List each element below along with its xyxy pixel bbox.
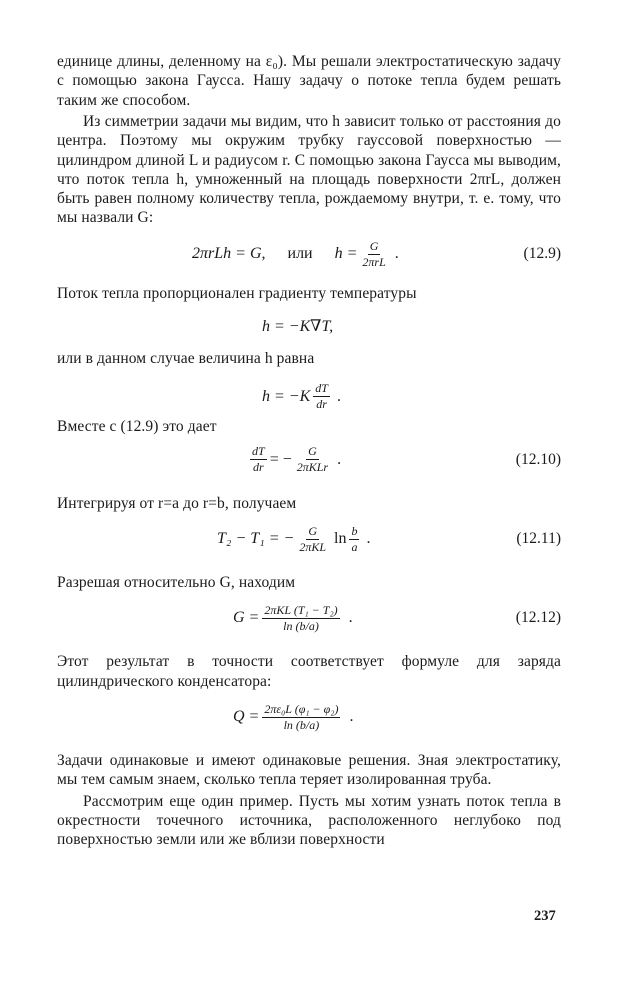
eq-q-tail: .	[349, 708, 354, 726]
paragraph-3: Поток тепла пропорционален градиенту температуры	[57, 285, 417, 302]
eq-12-11-number: (12.11)	[516, 530, 561, 548]
paragraph-10: Рассмотрим еще один пример. Пусть мы хотим узнать поток тепла в окрестности точечного источника, расположенного неглубоко под поверхностью земли или же вблизи поверхности	[57, 792, 561, 849]
eq-12-11-denominator: 2πKL	[299, 539, 327, 554]
eq-12-11-fraction	[297, 525, 328, 554]
eq-q-denominator: ln (b/a)	[283, 717, 320, 732]
eq-12-9-h: h =	[334, 245, 358, 262]
eq-q-numerator: 2πε₀L (φ₁ − φ₂)	[264, 701, 339, 716]
eq-12-11-tail: .	[366, 530, 371, 548]
eq-12-9-left: 2πrLh = G,	[192, 245, 266, 262]
equation-12-10	[57, 440, 561, 480]
eq-12-10-number: (12.10)	[515, 450, 561, 468]
eq-12-12-numerator: 2πKL (T₁ − T₂)	[264, 602, 338, 617]
eq-12-9-connector: или	[287, 245, 313, 262]
page-body	[57, 52, 561, 850]
eq-12-10-tail: .	[337, 450, 342, 468]
eq-h-numerator: dT	[315, 381, 328, 396]
eq-12-12-lhs: G =	[233, 609, 260, 627]
eq-12-12-number: (12.12)	[515, 609, 561, 627]
eq-12-12-fraction	[262, 604, 339, 633]
paragraph-7: Разрешая относительно G, находим	[57, 574, 296, 592]
eq-12-11-ln-fraction	[349, 525, 359, 554]
eq-12-10-numerator: G	[308, 444, 317, 459]
eq-12-9-tail: .	[394, 245, 399, 262]
eq-12-11-ln-numerator: b	[351, 523, 358, 538]
paragraph-2: Из симметрии задачи мы видим, что h зависит только от расстояния до центра. Поэтому мы окружим трубку гауссовой поверхностью — цилиндром длиной L и радиусом r. С помощью закона Гаусса мы выводим, что поток тепла h, умноженный на площадь поверхности 2πrL, должен быть равен полному количеству тепла, рождаемому внутри, т. е. тому, что мы назвали G:	[57, 113, 561, 227]
eq-12-11-ln-denominator: a	[351, 539, 358, 554]
eq-q-fraction	[262, 703, 340, 732]
equation-gradient	[57, 309, 561, 343]
equation-12-11	[57, 519, 561, 559]
paragraph-5: Вместе с (12.9) это дает	[57, 417, 217, 435]
eq-q-lhs: Q =	[233, 708, 260, 726]
eq-12-9-numerator: G	[369, 238, 379, 253]
eq-h-fraction	[313, 382, 330, 411]
paragraph-4: или в данном случае величина h равна	[57, 350, 315, 368]
eq-12-10-lhs-numerator: dT	[252, 444, 265, 459]
eq-12-9-fraction	[360, 240, 387, 269]
eq-h-lhs: h = −K	[262, 387, 311, 405]
eq-12-9-number: (12.9)	[523, 245, 561, 262]
eq-12-12-denominator: ln (b/a)	[283, 618, 319, 633]
paragraph-8: Этот результат в точности соответствует формуле для заряда цилиндрического конденсатора:	[57, 653, 561, 690]
equation-12-9	[57, 234, 561, 274]
eq-12-10-lhs-fraction	[250, 445, 267, 474]
paragraph-6: Интегрируя от r=a до r=b, получаем	[57, 494, 297, 512]
eq-12-9-denominator: 2πrL	[362, 254, 386, 269]
equation-12-12	[57, 598, 561, 638]
eq-12-11-numerator: G	[308, 523, 317, 538]
paragraph-1: единице длины, деленному на ε₀). Мы решали электростатическую задачу с помощью закона Гаусса. Нашу задачу о потоке тепла будем решать таким же способом.	[57, 53, 561, 109]
eq-gradient-text: h = −K∇T,	[262, 318, 334, 336]
eq-12-11-lhs: T₂ − T₁ = −	[217, 530, 295, 548]
page-number: 237	[534, 908, 556, 924]
eq-12-10-denominator: 2πKLr	[296, 460, 329, 475]
eq-12-10-lhs-denominator: dr	[253, 460, 264, 475]
equation-capacitor	[57, 697, 561, 737]
eq-12-11-ln: ln	[334, 530, 347, 548]
eq-12-10-mid: = −	[269, 450, 292, 468]
eq-12-12-tail: .	[348, 609, 353, 627]
paragraph-9: Задачи одинаковые и имеют одинаковые решения. Зная электростатику, мы тем самым знаем, сколько тепла теряет изолированная труба.	[57, 752, 561, 789]
equation-h	[57, 377, 561, 417]
eq-h-tail: .	[336, 387, 341, 405]
eq-h-denominator: dr	[316, 397, 327, 412]
eq-12-10-fraction	[295, 445, 330, 474]
